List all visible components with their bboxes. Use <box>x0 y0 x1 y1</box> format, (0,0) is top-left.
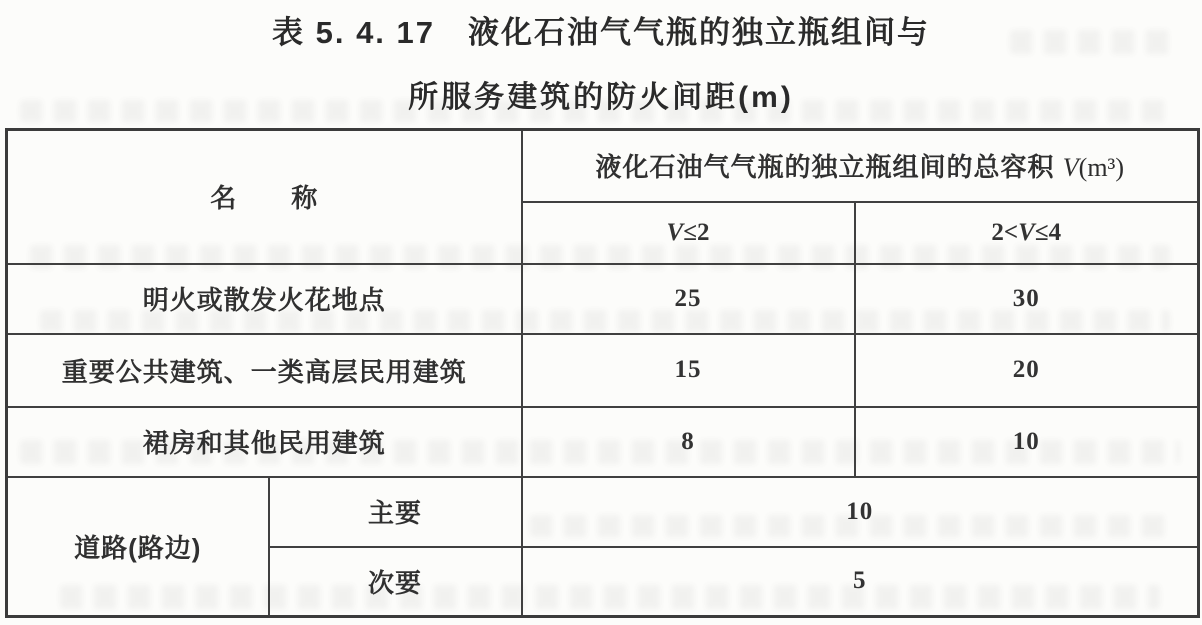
road-primary-value-cell <box>522 477 1199 547</box>
volume-range-2-pre: 2< <box>991 218 1019 246</box>
volume-range-1-header-cell <box>522 202 855 264</box>
road-secondary-value: 5 <box>853 567 867 595</box>
volume-unit: (m³) <box>1078 153 1124 183</box>
total-volume-header-text: 液化石油气气瓶的独立瓶组间的总容积 <box>595 152 1063 183</box>
document-header <box>0 0 1202 116</box>
road-primary-value: 10 <box>846 497 874 525</box>
value-cell <box>522 334 855 407</box>
volume-range-2-var: V <box>1018 218 1035 246</box>
volume-range-2-rest: ≤4 <box>1034 218 1062 246</box>
value-v-le-2: 15 <box>674 356 702 383</box>
row-label: 明火或散发火花地点 <box>142 285 386 315</box>
road-label: 道路(路边) <box>74 532 202 563</box>
road-primary-label-cell <box>269 477 522 547</box>
table-row-road-primary <box>7 477 1199 547</box>
road-secondary-label-cell <box>269 547 522 617</box>
value-cell <box>522 407 855 477</box>
road-secondary-label: 次要 <box>368 567 423 598</box>
row-label-cell <box>7 264 522 334</box>
volume-symbol: V <box>1062 153 1079 183</box>
volume-range-1-rest: ≤2 <box>683 218 710 246</box>
value-v-le-2: 8 <box>681 427 695 455</box>
road-secondary-value-cell <box>522 547 1199 617</box>
table-row-podium-civil <box>7 407 1199 477</box>
row-label: 重要公共建筑、一类高层民用建筑 <box>61 356 467 387</box>
name-header-cell <box>7 130 522 264</box>
value-cell <box>855 334 1199 407</box>
table-title-line2: 所服务建筑的防火间距(m) <box>408 81 794 114</box>
road-primary-label: 主要 <box>368 498 423 528</box>
value-v-le-2: 25 <box>674 284 702 312</box>
road-label-cell <box>7 477 269 617</box>
total-volume-header-cell <box>522 130 1199 202</box>
fire-separation-table <box>5 128 1200 618</box>
volume-range-1-var: V <box>666 218 684 246</box>
value-cell <box>855 264 1199 334</box>
row-label-cell <box>7 407 522 477</box>
value-cell <box>522 264 855 334</box>
value-v-2-to-4: 20 <box>1012 356 1040 383</box>
value-cell <box>855 407 1199 477</box>
value-v-2-to-4: 10 <box>1012 427 1040 455</box>
table-row-important-public <box>7 334 1199 407</box>
table-row-open-flame <box>7 264 1199 334</box>
volume-range-2-header-cell <box>855 202 1199 264</box>
row-label-cell <box>7 334 522 407</box>
value-v-2-to-4: 30 <box>1012 284 1040 312</box>
name-header-label: 名 称 <box>210 183 319 214</box>
row-label: 裙房和其他民用建筑 <box>142 428 386 458</box>
table-title-line1: 表 5. 4. 17 液化石油气气瓶的独立瓶组间与 <box>271 15 931 50</box>
